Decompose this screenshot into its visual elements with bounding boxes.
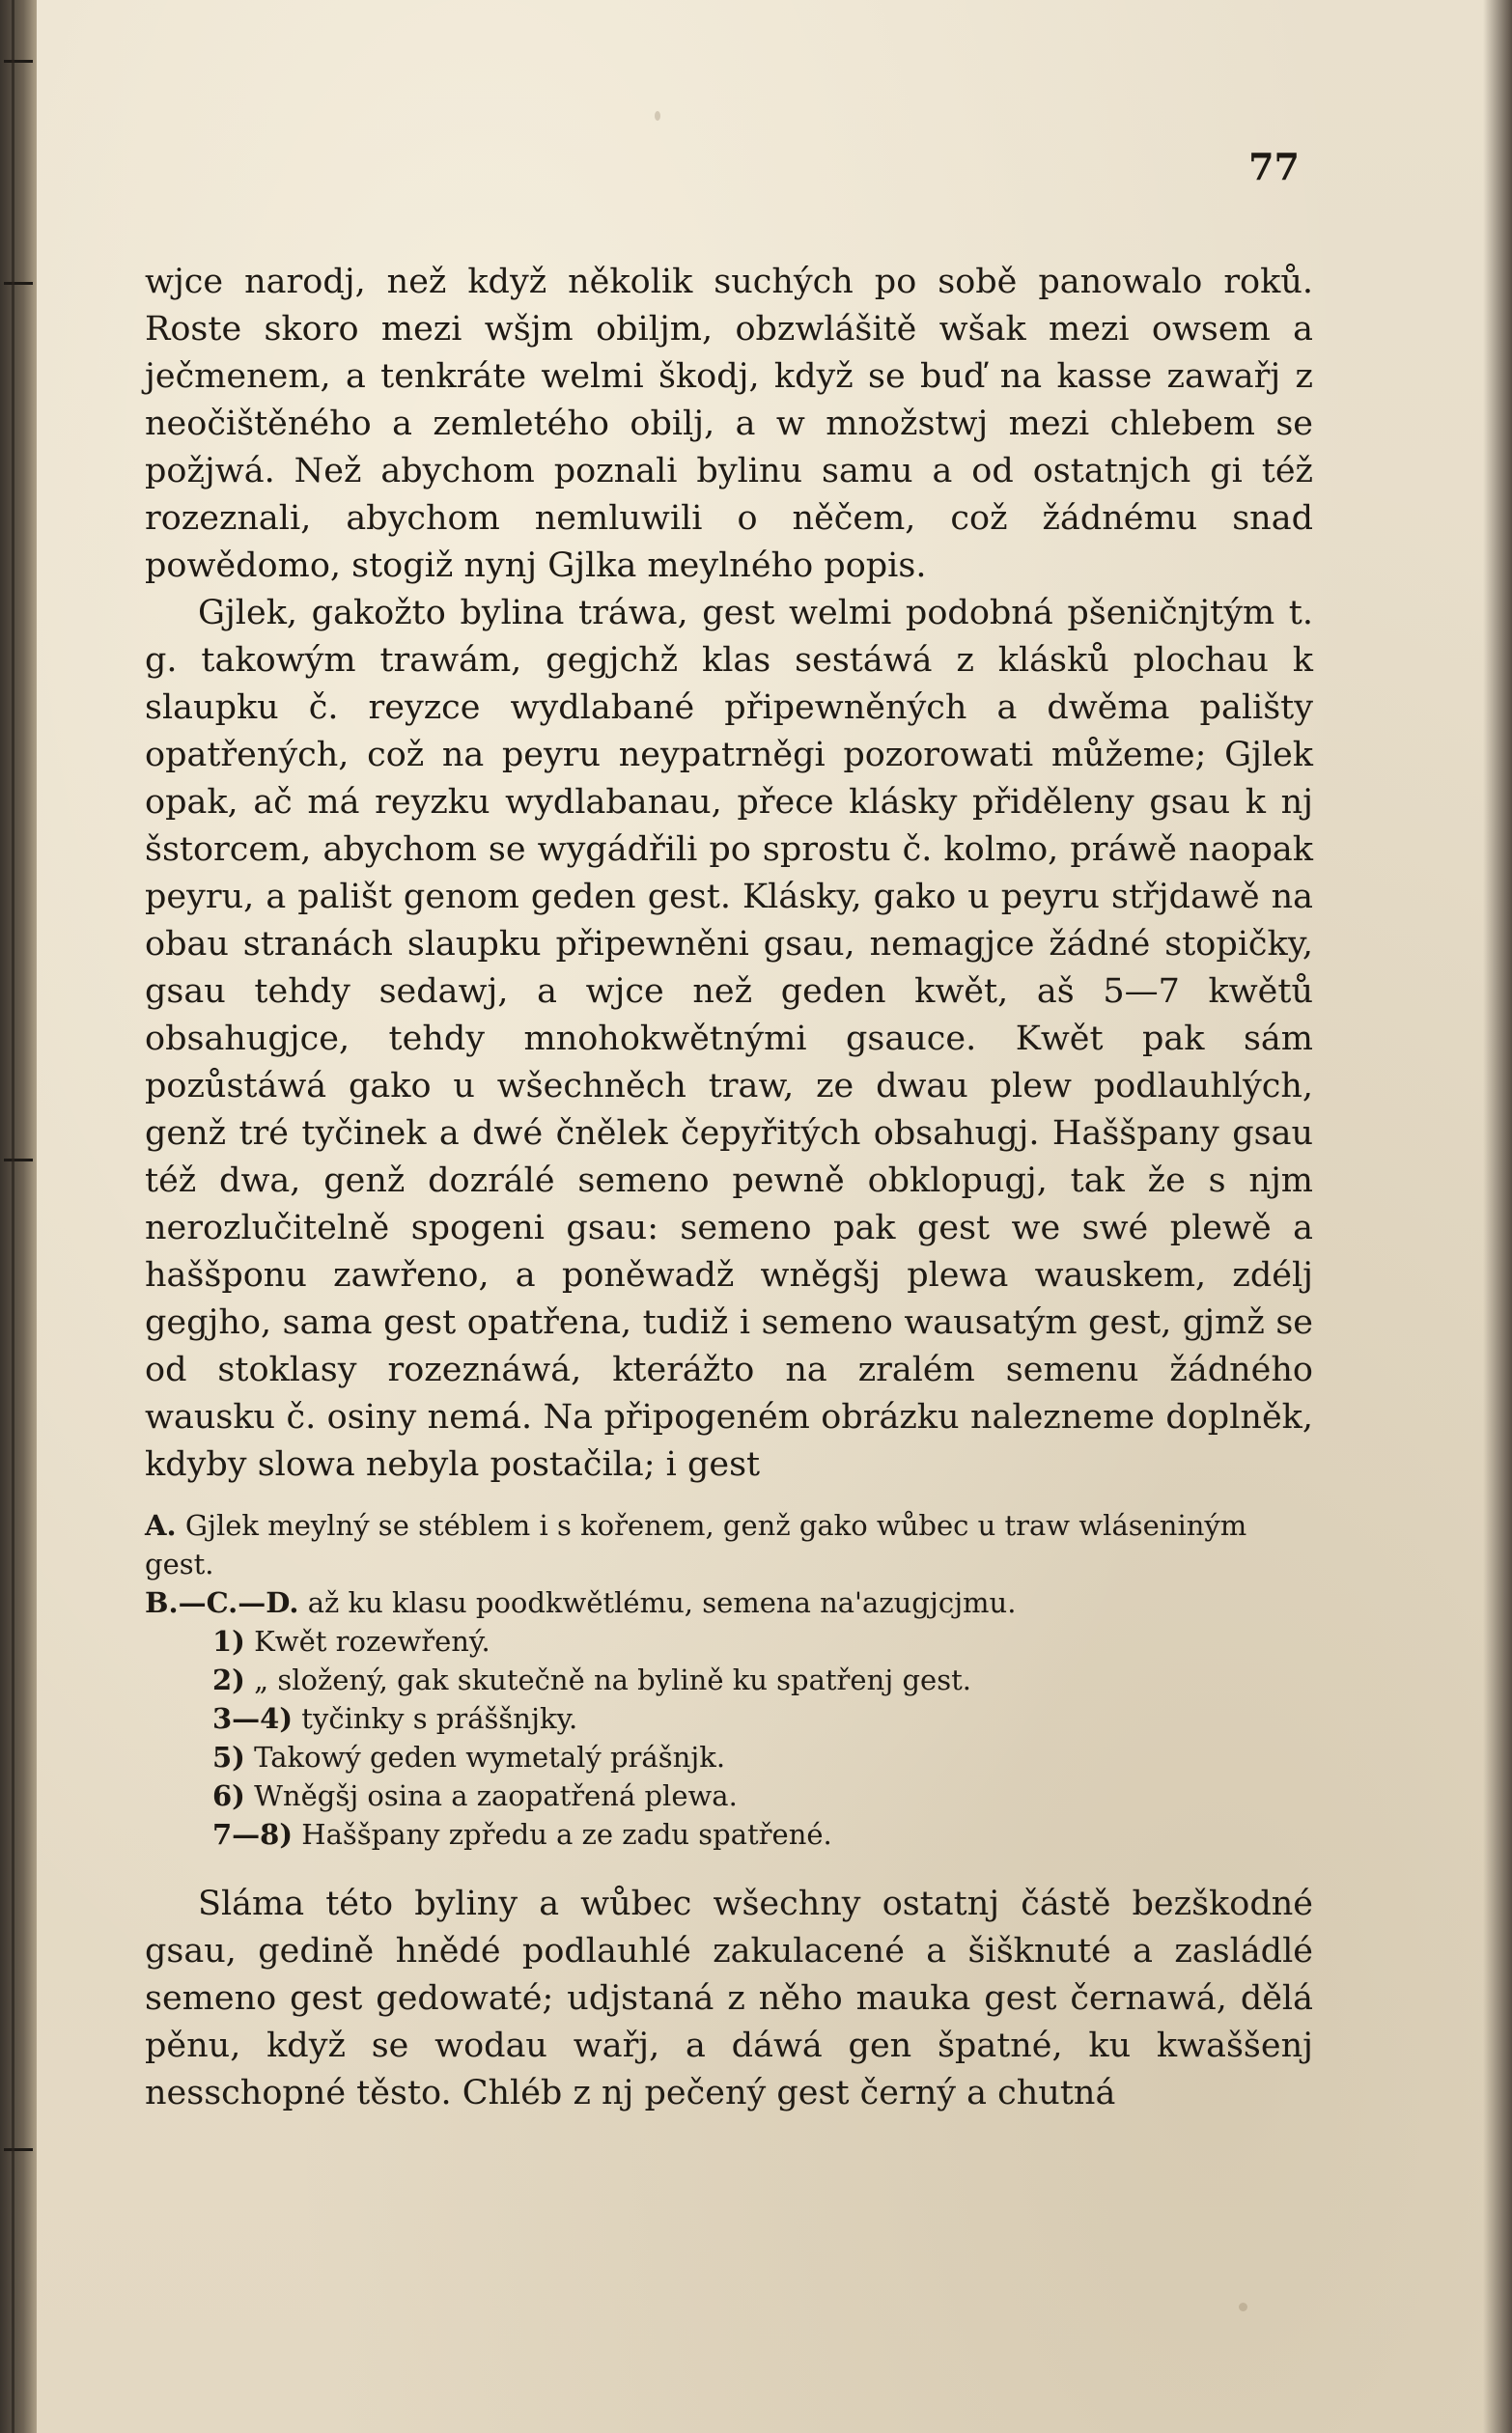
legend-key: A. [145, 1509, 177, 1542]
legend-text: Takowý geden wymetalý prášnjk. [254, 1741, 726, 1774]
legend-key: 7—8) [212, 1818, 294, 1851]
page-number: 77 [1248, 145, 1300, 188]
legend-text: Wněgšj osina a zaopatřená plewa. [254, 1779, 738, 1812]
ink-spot [1239, 2303, 1247, 2311]
legend-item [145, 1738, 1313, 1776]
edge-mark [4, 1159, 33, 1161]
legend-text: „ složený, gak skutečně na bylině ku spatřenj gest. [254, 1664, 971, 1696]
page-content [145, 145, 1313, 2117]
legend-key: 5) [212, 1741, 245, 1774]
legend-text: tyčinky s práššnjky. [301, 1702, 578, 1735]
legend-key: 6) [212, 1779, 245, 1812]
legend-text: Kwět rozewřený. [254, 1625, 490, 1658]
paragraph: wjce narodj, než když několik suchých po sobě panowalo roků. Roste skoro mezi wšjm obiljm, obzwlášitě wšak mezi owsem a ječmenem, a tenkráte welmi škodj, když se buď na kasse zawařj z neočištěného a zemletého obilj, a w množstwj mezi chlebem se požjwá. Než abychom poznali bylinu samu a od ostatnjch gi též rozeznali, abychom nemluwili o něčem, což žádnému snad powědomo, stogiž nynj Gjlka meylného popis. [145, 263, 1313, 585]
legend-item [145, 1815, 1313, 1854]
closing-paragraph: Sláma této byliny a wůbec wšechny ostatnj částě bezškodné gsau, gedině hnědé podlauhlé zakulacené a šišknuté a zasládlé semeno gest gedowaté; udjstaná z něho mauka gest černawá, dělá pěnu, když se wodau wařj, a dáwá gen špatné, ku kwaššenj nesschopné těsto. Chléb z nj pečený gest černý a chutná [145, 1885, 1313, 2112]
legend-key: B.—C.—D. [145, 1586, 299, 1619]
legend-text: až ku klasu poodkwětlému, semena na'azugjcjmu. [307, 1586, 1017, 1619]
legend-item [145, 1506, 1313, 1583]
legend-item [145, 1661, 1313, 1699]
legend-item [145, 1699, 1313, 1738]
edge-mark [4, 2148, 33, 2151]
paragraph: Gjlek, gakožto bylina tráwa, gest welmi podobná pšeničnjtým t. g. takowým trawám, gegjchž klas sestáwá z klásků plochau k slaupku č. reyzce wydlabané připewněných a dwěma pališty opatřených, což na peyru neypatrněgi pozorowati můžeme; Gjlek opak, ač má reyzku wydlabanau, přece klásky přiděleny gsau k nj šstorcem, abychom se wygádřili po sprostu č. kolmo, práwě naopak peyru, a pališt genom geden gest. Klásky, gako u peyru střjdawě na obau stranách slaupku připewněni gsau, nemagjce žádné stopičky, gsau tehdy sedawj, a wjce než geden kwět, aš 5—7 kwětů obsahugjce, tehdy mnohokwětnými gsauce. Kwět pak sám pozůstáwá gako u wšechněch traw, ze dwau plew podlauhlých, genž tré tyčinek a dwé čnělek čepyřitých obsahugj. Haššpany gsau též dwa, genž dozrálé semeno pewně obklopugj, tak že s njm nerozlučitelně spogeni gsau: semeno pak gest we swé plewě a haššponu zawřeno, a poněwadž wněgšj plewa wauskem, zdélj gegjho, sama gest opatřena, tudiž i semeno wausatým gest, gjmž se od stoklasy rozeznáwá, kterážto na zralém semenu žádného wausku č. osiny nemá. Na připogeném obrázku nalezneme doplněk, kdyby slowa nebyla postačila; i gest [145, 594, 1313, 1484]
figure-legend [145, 1506, 1313, 1854]
legend-item [145, 1583, 1313, 1622]
legend-key: 1) [212, 1625, 245, 1658]
legend-text: Haššpany zpředu a ze zadu spatřené. [301, 1818, 832, 1851]
ink-spot [655, 111, 660, 121]
legend-key: 3—4) [212, 1702, 294, 1735]
legend-key: 2) [212, 1664, 245, 1696]
legend-item [145, 1776, 1313, 1815]
page-edge [0, 0, 39, 2433]
edge-mark [4, 282, 33, 285]
edge-mark [4, 60, 33, 63]
legend-item [145, 1622, 1313, 1661]
legend-text: Gjlek meylný se stéblem i s kořenem, genž gako wůbec u traw wláseniným gest. [145, 1509, 1247, 1580]
